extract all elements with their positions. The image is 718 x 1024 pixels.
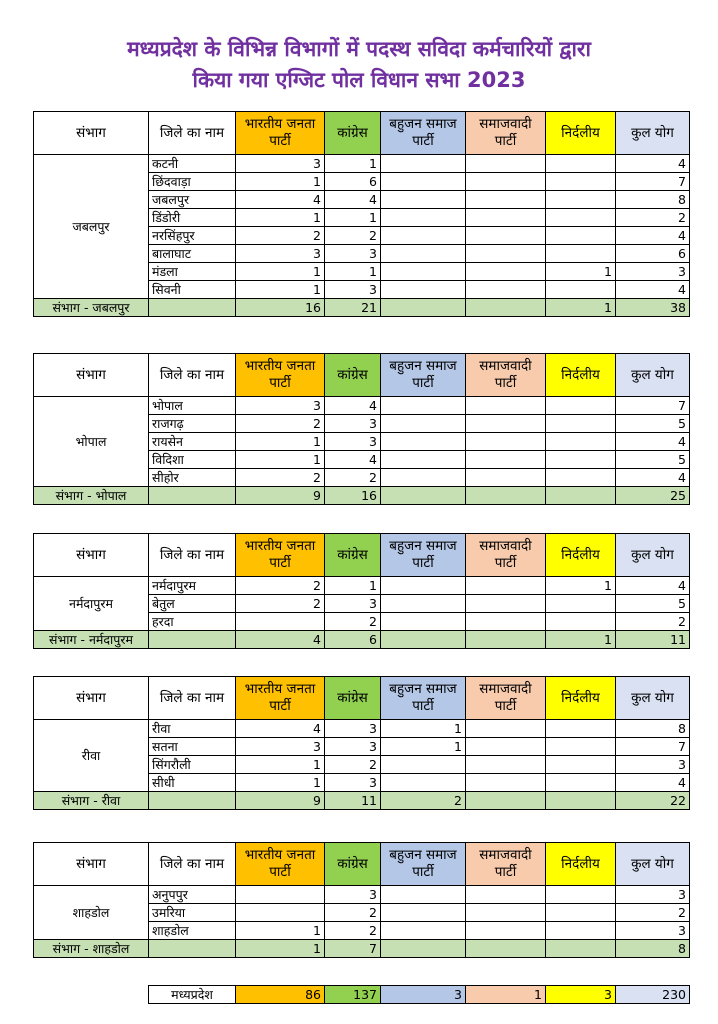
cell-sp [466, 433, 546, 451]
district-name: छिंदवाड़ा [149, 173, 236, 191]
subtotal-sp [466, 631, 546, 649]
cell-total: 2 [616, 613, 690, 631]
district-name: बालाघाट [149, 245, 236, 263]
cell-inc: 4 [325, 397, 381, 415]
header-bjp: भारतीय जनता पार्टी [236, 354, 325, 397]
header-ind: निर्दलीय [546, 677, 616, 720]
cell-total: 5 [616, 595, 690, 613]
cell-ind [546, 469, 616, 487]
cell-inc: 1 [325, 577, 381, 595]
grand-total-bsp: 3 [381, 986, 466, 1004]
cell-bjp: 4 [236, 191, 325, 209]
cell-ind [546, 595, 616, 613]
subtotal-sp [466, 792, 546, 810]
subtotal-inc: 6 [325, 631, 381, 649]
district-row [34, 397, 690, 415]
header-bsp: बहुजन समाज पार्टी [381, 534, 466, 577]
cell-sp [466, 281, 546, 299]
cell-inc: 1 [325, 263, 381, 281]
cell-inc: 4 [325, 451, 381, 469]
subtotal-label: संभाग - जबलपुर [34, 299, 149, 317]
header-bjp: भारतीय जनता पार्टी [236, 843, 325, 886]
cell-sp [466, 191, 546, 209]
cell-bsp [381, 155, 466, 173]
cell-sp [466, 595, 546, 613]
cell-bjp: 2 [236, 595, 325, 613]
cell-bjp: 2 [236, 577, 325, 595]
cell-total: 5 [616, 415, 690, 433]
header-sambhag: संभाग [34, 534, 149, 577]
cell-inc: 6 [325, 173, 381, 191]
cell-inc: 2 [325, 756, 381, 774]
cell-bjp: 2 [236, 227, 325, 245]
grand-total-sp: 1 [466, 986, 546, 1004]
district-name: सिवनी [149, 281, 236, 299]
cell-bsp: 1 [381, 738, 466, 756]
cell-sp [466, 904, 546, 922]
cell-bsp [381, 469, 466, 487]
subtotal-sp [466, 487, 546, 505]
grand-total-row [149, 986, 690, 1004]
cell-bsp [381, 904, 466, 922]
subtotal-bsp [381, 940, 466, 958]
header-total: कुल योग [616, 843, 690, 886]
cell-ind [546, 451, 616, 469]
cell-bsp: 1 [381, 720, 466, 738]
subtotal-total: 25 [616, 487, 690, 505]
cell-total: 7 [616, 397, 690, 415]
cell-total: 2 [616, 904, 690, 922]
cell-bsp [381, 886, 466, 904]
header-bsp: बहुजन समाज पार्टी [381, 112, 466, 155]
district-name: बेतुल [149, 595, 236, 613]
district-name: रायसेन [149, 433, 236, 451]
cell-ind [546, 281, 616, 299]
header-total: कुल योग [616, 112, 690, 155]
subtotal-ind: 1 [546, 631, 616, 649]
header-row [34, 677, 690, 720]
cell-ind [546, 756, 616, 774]
header-sp: समाजवादी पार्टी [466, 112, 546, 155]
cell-inc: 3 [325, 886, 381, 904]
cell-bjp: 4 [236, 720, 325, 738]
cell-sp [466, 886, 546, 904]
cell-ind [546, 227, 616, 245]
cell-ind [546, 245, 616, 263]
district-name: मंडला [149, 263, 236, 281]
subtotal-inc: 21 [325, 299, 381, 317]
header-bjp: भारतीय जनता पार्टी [236, 534, 325, 577]
title-line-2: किया गया एग्जिट पोल विधान सभा 2023 [192, 68, 526, 92]
cell-total: 4 [616, 227, 690, 245]
cell-sp [466, 451, 546, 469]
subtotal-inc: 16 [325, 487, 381, 505]
cell-bjp: 3 [236, 397, 325, 415]
cell-total: 7 [616, 173, 690, 191]
division-table [33, 353, 690, 505]
cell-bsp [381, 433, 466, 451]
cell-ind [546, 191, 616, 209]
cell-total: 3 [616, 263, 690, 281]
district-name: नर्मदापुरम [149, 577, 236, 595]
district-name: सीधी [149, 774, 236, 792]
cell-total: 7 [616, 738, 690, 756]
header-sp: समाजवादी पार्टी [466, 677, 546, 720]
header-total: कुल योग [616, 534, 690, 577]
cell-ind [546, 904, 616, 922]
grand-total-bjp: 86 [236, 986, 325, 1004]
district-row [34, 155, 690, 173]
district-name: सतना [149, 738, 236, 756]
header-row [34, 534, 690, 577]
grand-total-total: 230 [616, 986, 690, 1004]
cell-bjp: 1 [236, 774, 325, 792]
cell-total: 2 [616, 209, 690, 227]
subtotal-sp [466, 940, 546, 958]
cell-bsp [381, 397, 466, 415]
cell-bjp: 2 [236, 469, 325, 487]
cell-total: 5 [616, 451, 690, 469]
cell-total: 3 [616, 886, 690, 904]
cell-total: 4 [616, 281, 690, 299]
cell-inc: 3 [325, 720, 381, 738]
header-inc: कांग्रेस [325, 677, 381, 720]
header-row [34, 354, 690, 397]
cell-sp [466, 613, 546, 631]
cell-sp [466, 720, 546, 738]
cell-bsp [381, 209, 466, 227]
division-name: शाहडोल [34, 886, 149, 940]
subtotal-label: संभाग - नर्मदापुरम [34, 631, 149, 649]
division-table [33, 533, 690, 649]
cell-total: 4 [616, 155, 690, 173]
cell-total: 8 [616, 191, 690, 209]
cell-inc: 3 [325, 281, 381, 299]
cell-bsp [381, 245, 466, 263]
cell-inc: 4 [325, 191, 381, 209]
cell-sp [466, 263, 546, 281]
district-row [34, 577, 690, 595]
header-sambhag: संभाग [34, 112, 149, 155]
cell-ind [546, 738, 616, 756]
cell-inc: 2 [325, 613, 381, 631]
subtotal-ind [546, 940, 616, 958]
cell-bjp: 2 [236, 415, 325, 433]
header-row [34, 112, 690, 155]
district-name: भोपाल [149, 397, 236, 415]
subtotal-bsp [381, 631, 466, 649]
cell-sp [466, 209, 546, 227]
cell-total: 4 [616, 577, 690, 595]
cell-inc: 3 [325, 415, 381, 433]
grand-total-ind: 3 [546, 986, 616, 1004]
district-name: विदिशा [149, 451, 236, 469]
header-bsp: बहुजन समाज पार्टी [381, 677, 466, 720]
cell-ind [546, 155, 616, 173]
cell-bjp: 1 [236, 451, 325, 469]
division-name: जबलपुर [34, 155, 149, 299]
division-name: रीवा [34, 720, 149, 792]
cell-bsp [381, 415, 466, 433]
division-table [33, 111, 690, 317]
subtotal-blank [149, 631, 236, 649]
header-district: जिले का नाम [149, 112, 236, 155]
cell-bsp [381, 451, 466, 469]
cell-bjp: 1 [236, 209, 325, 227]
header-sp: समाजवादी पार्टी [466, 534, 546, 577]
cell-sp [466, 922, 546, 940]
cell-sp [466, 227, 546, 245]
district-name: सिंगरौली [149, 756, 236, 774]
district-name: अनुपपुर [149, 886, 236, 904]
cell-bsp [381, 595, 466, 613]
cell-bsp [381, 227, 466, 245]
header-total: कुल योग [616, 354, 690, 397]
header-inc: कांग्रेस [325, 354, 381, 397]
cell-inc: 1 [325, 155, 381, 173]
district-row [34, 720, 690, 738]
cell-total: 6 [616, 245, 690, 263]
cell-bjp [236, 904, 325, 922]
cell-ind: 1 [546, 263, 616, 281]
header-sambhag: संभाग [34, 677, 149, 720]
district-name: जबलपुर [149, 191, 236, 209]
cell-sp [466, 756, 546, 774]
cell-bjp: 3 [236, 155, 325, 173]
cell-sp [466, 245, 546, 263]
cell-total: 4 [616, 433, 690, 451]
header-district: जिले का नाम [149, 354, 236, 397]
cell-total: 4 [616, 469, 690, 487]
cell-sp [466, 173, 546, 191]
cell-ind [546, 209, 616, 227]
header-inc: कांग्रेस [325, 112, 381, 155]
subtotal-blank [149, 487, 236, 505]
header-total: कुल योग [616, 677, 690, 720]
subtotal-total: 11 [616, 631, 690, 649]
cell-bsp [381, 191, 466, 209]
cell-total: 3 [616, 756, 690, 774]
cell-total: 3 [616, 922, 690, 940]
cell-inc: 3 [325, 738, 381, 756]
district-name: नरसिंहपुर [149, 227, 236, 245]
cell-inc: 2 [325, 922, 381, 940]
subtotal-inc: 7 [325, 940, 381, 958]
page-title [0, 34, 718, 96]
subtotal-blank [149, 940, 236, 958]
cell-bsp [381, 281, 466, 299]
cell-ind: 1 [546, 577, 616, 595]
header-sp: समाजवादी पार्टी [466, 843, 546, 886]
division-table [33, 842, 690, 958]
grand-total-table [148, 985, 690, 1004]
cell-ind [546, 774, 616, 792]
cell-ind [546, 173, 616, 191]
district-name: उमरिया [149, 904, 236, 922]
cell-inc: 1 [325, 209, 381, 227]
cell-bjp: 1 [236, 173, 325, 191]
cell-ind [546, 886, 616, 904]
district-name: हरदा [149, 613, 236, 631]
header-ind: निर्दलीय [546, 534, 616, 577]
subtotal-row [34, 487, 690, 505]
header-ind: निर्दलीय [546, 843, 616, 886]
district-name: डिंडोरी [149, 209, 236, 227]
header-district: जिले का नाम [149, 677, 236, 720]
cell-sp [466, 155, 546, 173]
cell-ind [546, 433, 616, 451]
cell-bjp: 1 [236, 756, 325, 774]
cell-bjp: 1 [236, 263, 325, 281]
header-row [34, 843, 690, 886]
grand-total-inc: 137 [325, 986, 381, 1004]
cell-bsp [381, 756, 466, 774]
district-row [34, 886, 690, 904]
cell-ind [546, 415, 616, 433]
division-name: भोपाल [34, 397, 149, 487]
subtotal-total: 22 [616, 792, 690, 810]
header-bsp: बहुजन समाज पार्टी [381, 843, 466, 886]
district-name: शाहडोल [149, 922, 236, 940]
title-line-1: मध्यप्रदेश के विभिन्न विभागों में पदस्थ सविदा कर्मचारियों द्वारा [127, 37, 591, 61]
subtotal-row [34, 792, 690, 810]
cell-inc: 2 [325, 227, 381, 245]
cell-bjp [236, 886, 325, 904]
division-table [33, 676, 690, 810]
subtotal-blank [149, 299, 236, 317]
subtotal-ind [546, 487, 616, 505]
header-bjp: भारतीय जनता पार्टी [236, 112, 325, 155]
subtotal-bjp: 1 [236, 940, 325, 958]
cell-sp [466, 415, 546, 433]
header-inc: कांग्रेस [325, 534, 381, 577]
header-ind: निर्दलीय [546, 354, 616, 397]
cell-bjp: 3 [236, 245, 325, 263]
subtotal-ind [546, 792, 616, 810]
cell-sp [466, 397, 546, 415]
cell-ind [546, 613, 616, 631]
header-ind: निर्दलीय [546, 112, 616, 155]
cell-total: 8 [616, 720, 690, 738]
cell-ind [546, 397, 616, 415]
district-name: सीहोर [149, 469, 236, 487]
cell-bsp [381, 577, 466, 595]
subtotal-row [34, 940, 690, 958]
subtotal-label: संभाग - रीवा [34, 792, 149, 810]
subtotal-row [34, 299, 690, 317]
subtotal-total: 38 [616, 299, 690, 317]
subtotal-row [34, 631, 690, 649]
cell-bjp: 1 [236, 922, 325, 940]
cell-inc: 3 [325, 245, 381, 263]
subtotal-inc: 11 [325, 792, 381, 810]
cell-bsp [381, 263, 466, 281]
subtotal-sp [466, 299, 546, 317]
cell-inc: 3 [325, 595, 381, 613]
cell-inc: 2 [325, 904, 381, 922]
cell-inc: 3 [325, 774, 381, 792]
cell-sp [466, 469, 546, 487]
cell-sp [466, 774, 546, 792]
subtotal-bjp: 4 [236, 631, 325, 649]
cell-inc: 2 [325, 469, 381, 487]
cell-bjp: 1 [236, 433, 325, 451]
cell-ind [546, 922, 616, 940]
subtotal-blank [149, 792, 236, 810]
header-district: जिले का नाम [149, 534, 236, 577]
subtotal-bjp: 9 [236, 792, 325, 810]
subtotal-bsp [381, 299, 466, 317]
grand-total-label: मध्यप्रदेश [149, 986, 236, 1004]
division-name: नर्मदापुरम [34, 577, 149, 631]
header-inc: कांग्रेस [325, 843, 381, 886]
header-sambhag: संभाग [34, 354, 149, 397]
subtotal-label: संभाग - भोपाल [34, 487, 149, 505]
cell-bsp [381, 774, 466, 792]
cell-bjp [236, 613, 325, 631]
subtotal-label: संभाग - शाहडोल [34, 940, 149, 958]
cell-ind [546, 720, 616, 738]
cell-bjp: 3 [236, 738, 325, 756]
cell-bjp: 1 [236, 281, 325, 299]
subtotal-bsp: 2 [381, 792, 466, 810]
cell-bsp [381, 173, 466, 191]
subtotal-ind: 1 [546, 299, 616, 317]
subtotal-bsp [381, 487, 466, 505]
header-sambhag: संभाग [34, 843, 149, 886]
subtotal-bjp: 9 [236, 487, 325, 505]
cell-inc: 3 [325, 433, 381, 451]
district-name: रीवा [149, 720, 236, 738]
subtotal-total: 8 [616, 940, 690, 958]
header-district: जिले का नाम [149, 843, 236, 886]
cell-sp [466, 738, 546, 756]
district-name: राजगढ़ [149, 415, 236, 433]
district-name: कटनी [149, 155, 236, 173]
header-sp: समाजवादी पार्टी [466, 354, 546, 397]
cell-bsp [381, 922, 466, 940]
header-bjp: भारतीय जनता पार्टी [236, 677, 325, 720]
header-bsp: बहुजन समाज पार्टी [381, 354, 466, 397]
cell-sp [466, 577, 546, 595]
cell-bsp [381, 613, 466, 631]
subtotal-bjp: 16 [236, 299, 325, 317]
cell-total: 4 [616, 774, 690, 792]
